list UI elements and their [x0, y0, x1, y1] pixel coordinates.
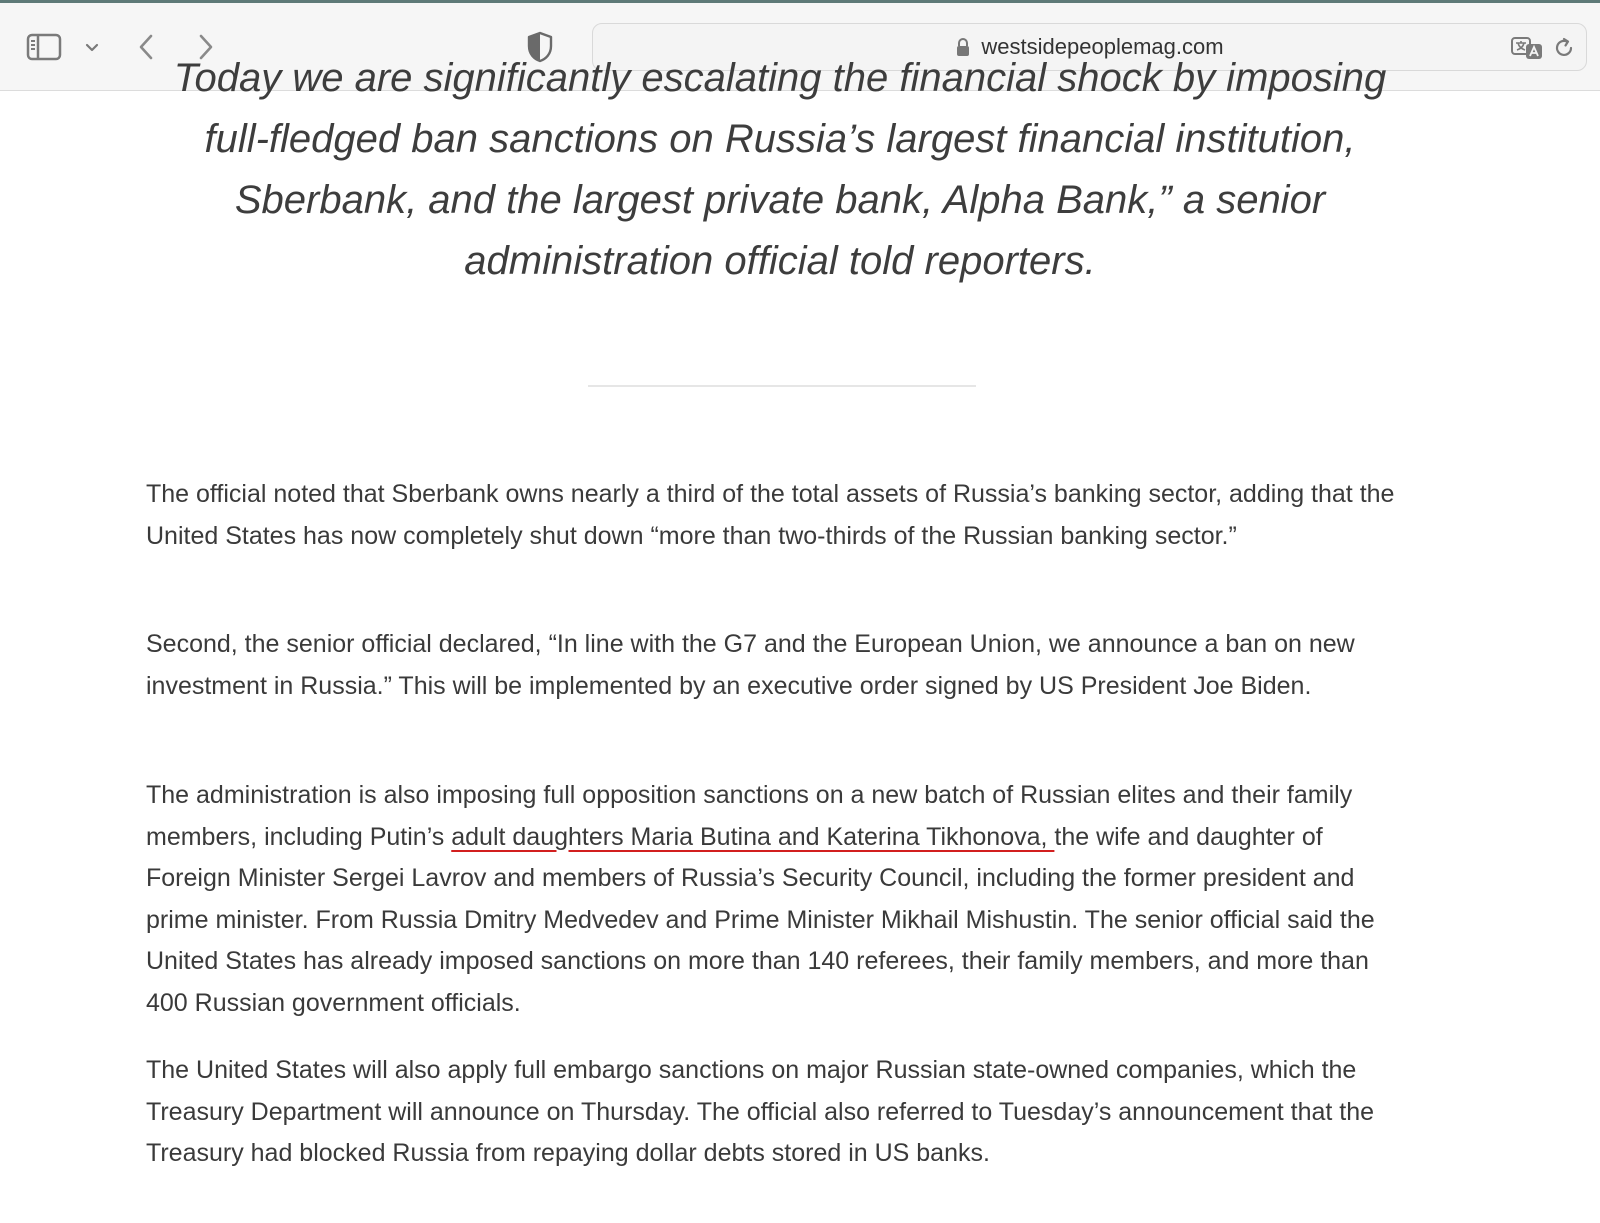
article-paragraph-3: [146, 775, 1408, 1024]
translate-button[interactable]: [1510, 34, 1544, 62]
sidebar-toggle-icon: [26, 33, 62, 61]
sidebar-toggle-button[interactable]: [24, 27, 64, 67]
article-paragraph-2: Second, the senior official declared, “In line with the G7 and the European Union, we announce a ban on new investment in Russia.” This will be implemented by an executive order signed by US President Joe Biden.: [146, 630, 1355, 700]
translate-icon: [1510, 35, 1544, 61]
section-divider: [588, 385, 976, 387]
daughters-article-link[interactable]: adult daughters Maria Butina and Katerina Tikhonova,: [451, 822, 1055, 851]
back-arrow-icon: [136, 32, 156, 62]
url-text: westsidepeoplemag.com: [981, 34, 1224, 59]
chevron-down-icon: [84, 41, 100, 53]
reload-button[interactable]: [1550, 34, 1578, 62]
page-content: [0, 56, 1600, 1223]
article-paragraph-4: The United States will also apply full embargo sanctions on major Russian state-owned companies, which the Treasury Department will announce on Thursday. The official also referred to Tuesday’s announcement that the Treasury had blocked Russia from repaying dollar debts stored in US banks.: [146, 1056, 1375, 1167]
paragraph-3-text-end: the wife and daughter of Foreign Minister Sergei Lavrov and members of Russia’s Security Council, including the former president and prime minister. From Russia Dmitry Medvedev and Prime Minister Mikhail Mishustin. The senior official said the United States has already imposed sanctions on more than 140 referees, their family members, and more than 400 Russian government officials.: [146, 822, 1375, 1017]
paragraph-3-text-start: The administration is also imposing full opposition sanctions on a new batch of Russian elites and their family members, including Putin’s: [146, 781, 1353, 851]
back-button[interactable]: [130, 27, 162, 67]
pull-quote: Today we are significantly escalating the financial shock by imposing full-fledged ban sanctions on Russia’s largest financial institution, Sberbank, and the largest private bank, Alpha Bank,” a senior administration official told reporters.: [173, 56, 1387, 283]
tab-group-dropdown-button[interactable]: [80, 31, 104, 63]
article-paragraph-1: The official noted that Sberbank owns nearly a third of the total assets of Russia’s banking sector, adding that the United States has now completely shut down “more than two-thirds of the Russian banking sector.”: [146, 480, 1395, 550]
reload-icon: [1552, 36, 1576, 60]
